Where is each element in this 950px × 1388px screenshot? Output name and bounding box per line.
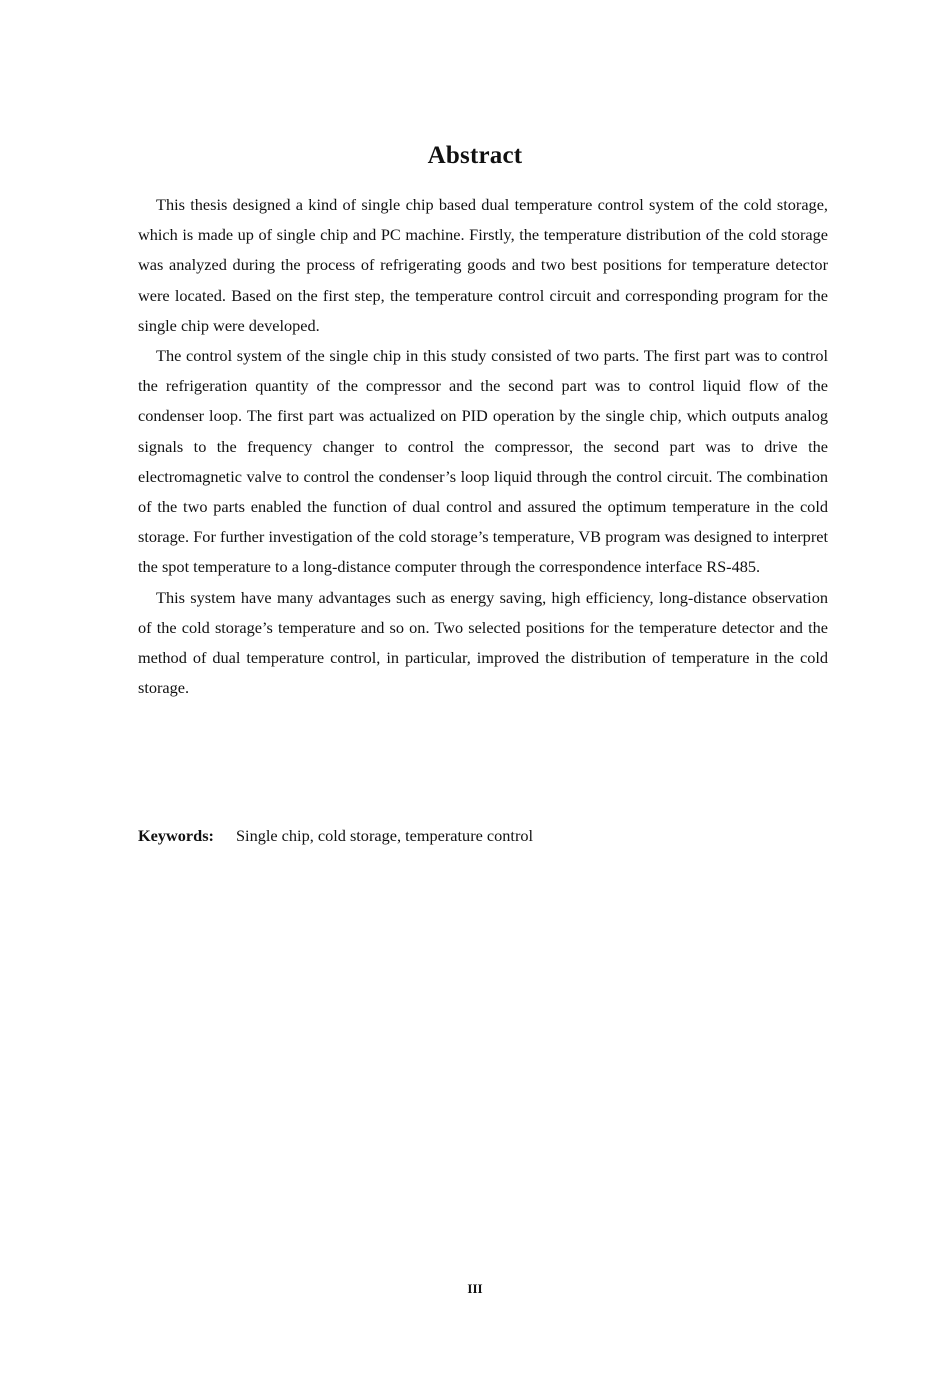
keywords-line (138, 824, 828, 848)
page-number: III (467, 1281, 483, 1296)
abstract-paragraph-2: The control system of the single chip in this study consisted of two parts. The first part was to control the refrigeration quantity of the compressor and the second part was to control liquid flow of the condenser loop. The first part was actualized on PID operation by the single chip, which outputs analog signals to the frequency changer to control the compressor, the second part was to drive the electromagnetic valve to control the condenser’s loop liquid through the control circuit. The combination of the two parts enabled the function of dual control and assured the optimum temperature in the cold storage. For further investigation of the cold storage’s temperature, VB program was designed to interpret the spot temperature to a long-distance computer through the correspondence interface RS-485. (138, 346, 828, 577)
abstract-paragraph-1: This thesis designed a kind of single chip based dual temperature control system of the cold storage, which is made up of single chip and PC machine. Firstly, the temperature distribution of the cold storage was analyzed during the process of refrigerating goods and two best positions for temperature detector were located. Based on the first step, the temperature control circuit and corresponding program for the single chip were developed. (138, 195, 828, 335)
keywords-value: Single chip, cold storage, temperature control (236, 826, 534, 845)
keywords-label: Keywords: (138, 826, 214, 845)
page-title: Abstract (427, 142, 523, 169)
abstract-paragraph-3: This system have many advantages such as energy saving, high efficiency, long-distance observation of the cold storage’s temperature and so on. Two selected positions for the temperature detector and the method of dual temperature control, in particular, improved the distribution of temperature in the cold storage. (138, 587, 828, 698)
abstract-body (138, 190, 828, 703)
